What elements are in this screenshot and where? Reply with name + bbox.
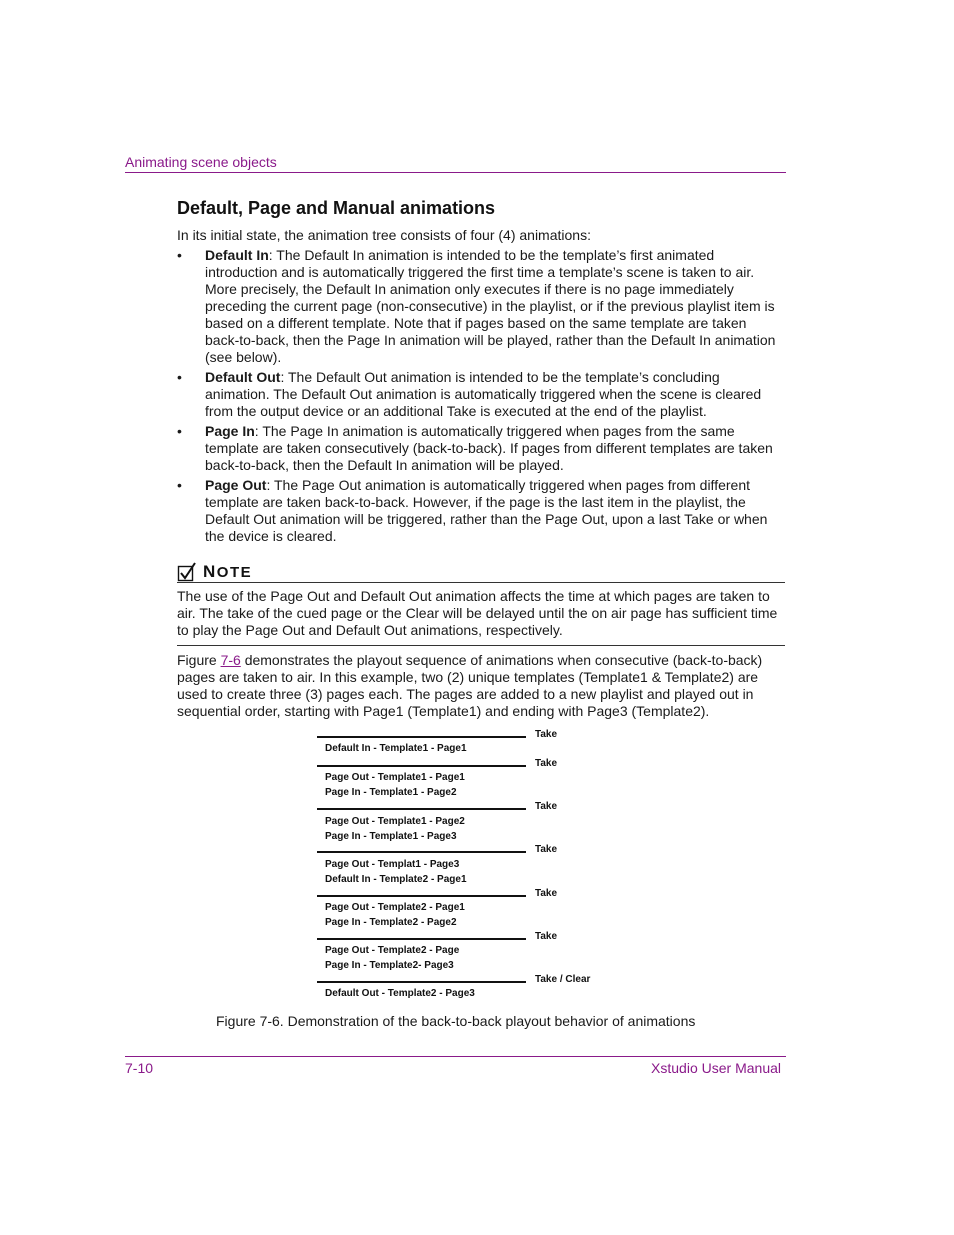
take-line	[317, 851, 526, 853]
bullet-marker: •	[177, 247, 182, 263]
sequence-row: Page Out - Template2 - Page1 Page In - Template2 - Page2	[325, 902, 465, 928]
page-number: 7-10	[125, 1060, 154, 1076]
take-line	[317, 981, 526, 983]
take-label: Take	[535, 888, 558, 899]
manual-title: Xstudio User Manual	[651, 1060, 781, 1076]
take-label: Take	[535, 801, 558, 812]
take-label: Take	[535, 844, 558, 855]
term-page-out: Page Out	[205, 477, 267, 493]
list-item-page-out	[177, 477, 777, 545]
take-label: Take / Clear	[535, 974, 591, 985]
term-default-in: Default In	[205, 247, 269, 263]
bullet-marker: •	[177, 423, 182, 439]
running-header: Animating scene objects	[125, 154, 277, 170]
list-item-default-out	[177, 369, 777, 420]
bullet-marker: •	[177, 477, 182, 493]
list-item-default-in	[177, 247, 777, 366]
figure-reference-paragraph: Figure 7-6 demonstrates the playout sequence of animations when consecutive (back-to-back) pages are taken to air. In this example, two (2) unique templates (Template1 & Template2) are used to create three (3) pages each. The pages are added to a new playlist and played out in sequential order, starting with Page1 (Template1) and ending with Page3 (Template2).	[177, 652, 763, 719]
sequence-row: Page Out - Templat1 - Page3 Default In - Template2 - Page1	[325, 859, 467, 885]
footer-divider	[125, 1056, 786, 1057]
sequence-row: Default In - Template1 - Page1	[325, 743, 467, 754]
take-line	[317, 736, 526, 738]
note-header	[177, 561, 252, 583]
term-page-in: Page In	[205, 423, 255, 439]
note-text: The use of the Page Out and Default Out animation affects the time at which pages are taken to air. The take of the cued page or the Clear will be delayed until the on air page has sufficient time to play the Page Out and Default Out animations, respectively.	[177, 588, 778, 638]
animation-list	[177, 247, 777, 548]
take-label: Take	[535, 729, 558, 740]
sequence-row: Page Out - Template1 - Page2 Page In - Template1 - Page3	[325, 816, 465, 842]
checkbox-check-icon	[177, 562, 197, 582]
playout-sequence-diagram	[317, 728, 617, 1008]
take-line	[317, 895, 526, 897]
note-label: NOTE	[203, 562, 253, 581]
desc-page-out: : The Page Out animation is automatically triggered when pages from different template are taken back-to-back. However, if the page is the last item in the playlist, the Default Out animation will be triggered, rather than the Page Out, upon a last Take or when the device is cleared.	[205, 477, 768, 544]
intro-paragraph: In its initial state, the animation tree consists of four (4) animations:	[177, 227, 591, 243]
desc-page-in: : The Page In animation is automatically triggered when pages from the same template are taken consecutively (back-to-back). If pages from different templates are taken back-to-back, then the Default In animation will be played.	[205, 423, 773, 473]
take-line	[317, 808, 526, 810]
section-heading: Default, Page and Manual animations	[177, 198, 496, 218]
sequence-row: Page Out - Template1 - Page1 Page In - Template1 - Page2	[325, 772, 465, 798]
figure-link[interactable]: 7-6	[220, 652, 241, 668]
take-line	[317, 765, 526, 767]
header-divider	[125, 172, 786, 173]
desc-default-in: : The Default In animation is intended to be the template’s first animated introduction and is automatically triggered the first time a template’s scene is taken to air. More precisely, the Default In animation only executes if there is no page immediately preceding the current page (non-consecutive) in the playlist, or if the previous playlist item is based on a different template. Note that if pages based on the same template are taken back-to-back, then the Page In animation will be played, rather than the Default In animation (see below).	[205, 247, 776, 365]
list-item-page-in	[177, 423, 777, 474]
sequence-row: Default Out - Template2 - Page3	[325, 988, 475, 999]
term-default-out: Default Out	[205, 369, 281, 385]
figure-caption: Figure 7-6. Demonstration of the back-to-back playout behavior of animations	[216, 1013, 696, 1029]
sequence-row: Page Out - Template2 - Page Page In - Template2- Page3	[325, 945, 460, 971]
take-label: Take	[535, 758, 558, 769]
take-label: Take	[535, 931, 558, 942]
bullet-marker: •	[177, 369, 182, 385]
take-line	[317, 938, 526, 940]
note-bottom-divider	[177, 645, 785, 646]
desc-default-out: : The Default Out animation is intended to be the template’s concluding animation. The Default Out animation is automatically triggered when the scene is cleared from the output device or an additional Take is executed at the end of the playlist.	[205, 369, 762, 419]
note-top-divider	[177, 582, 785, 583]
